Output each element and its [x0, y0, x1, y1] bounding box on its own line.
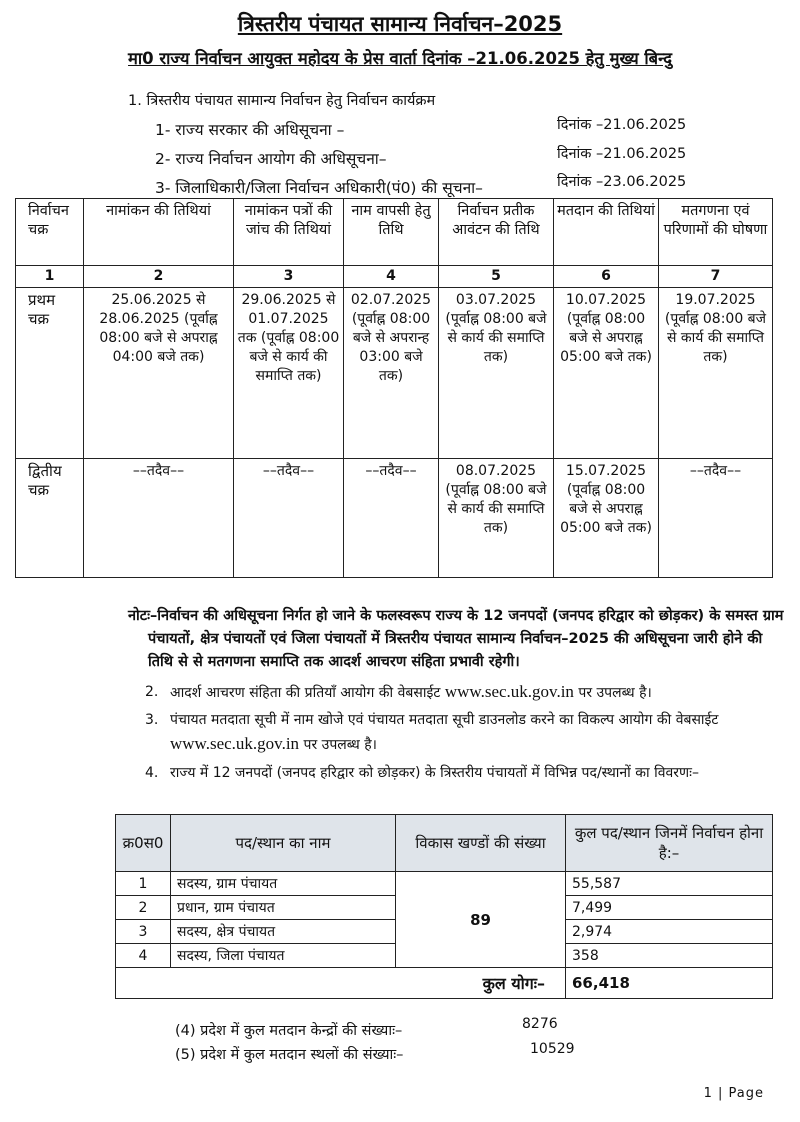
column-number: 6	[554, 266, 659, 288]
schedule-header: निर्वाचन चक्र	[16, 199, 84, 266]
polling-centres-label: (4) प्रदेश में कुल मतदान केन्द्रों की संख्याः–	[175, 1023, 403, 1039]
posts-header: पद/स्थान का नाम	[171, 815, 396, 872]
schedule-cell: ––तदैव––	[234, 459, 344, 578]
schedule-cell: 02.07.2025 (पूर्वाह्न 08:00 बजे से अपरान्ह 03:00 बजे तक)	[344, 288, 439, 459]
schedule-cell: 29.06.2025 से 01.07.2025 तक (पूर्वाह्न 08:00 बजे से कार्य की समाप्ति तक)	[234, 288, 344, 459]
posts-header-row	[116, 815, 773, 872]
schedule-header: नामांकन की तिथियां	[84, 199, 234, 266]
schedule-cell: 25.06.2025 से 28.06.2025 (पूर्वाह्न 08:00 बजे से अपराह्न 04:00 बजे तक)	[84, 288, 234, 459]
schedule-cell: 19.07.2025 (पूर्वाह्न 08:00 बजे से कार्य की समाप्ति तक)	[659, 288, 773, 459]
posts-table	[115, 814, 773, 999]
serial-number: 4	[116, 944, 171, 968]
schedule-cell: ––तदैव––	[84, 459, 234, 578]
post-count: 7,499	[566, 896, 773, 920]
column-number: 1	[16, 266, 84, 288]
point-3	[145, 708, 790, 757]
polling-stations-value: 10529	[530, 1041, 575, 1057]
schedule-row-first-cycle	[16, 288, 773, 459]
schedule-header: मतगणना एवं परिणामों की घोषणा	[659, 199, 773, 266]
schedule-cell: ––तदैव––	[659, 459, 773, 578]
page-subtitle: मा0 राज्य निर्वाचन आयुक्त महोदय के प्रेस वार्ता दिनांक –21.06.2025 हेतु मुख्य बिन्दु	[128, 49, 672, 68]
schedule-table	[15, 198, 773, 578]
post-count: 55,587	[566, 872, 773, 896]
point-number: 3.	[145, 712, 159, 728]
posts-header: विकास खण्डों की संख्या	[396, 815, 566, 872]
schedule-cell: ––तदैव––	[344, 459, 439, 578]
polling-centres-value: 8276	[522, 1016, 558, 1032]
column-number: 4	[344, 266, 439, 288]
schedule-header: नामांकन पत्रों की जांच की तिथियां	[234, 199, 344, 266]
column-number: 3	[234, 266, 344, 288]
post-count: 358	[566, 944, 773, 968]
point-2	[145, 680, 785, 705]
notification-label-3: 3- जिलाधिकारी/जिला निर्वाचन अधिकारी(पं0) की सूचना–	[155, 179, 483, 197]
schedule-number-row	[16, 266, 773, 288]
column-number: 5	[439, 266, 554, 288]
note-paragraph: नोटः–निर्वाचन की अधिसूचना निर्गत हो जाने के फलस्वरूप राज्य के 12 जनपदों (जनपद हरिद्वार को छोड़कर) के समस्त ग्राम पंचायतों, क्षेत्र पंचायतों एवं जिला पंचायतों में त्रिस्तरीय पंचायत सामान्य निर्वाचन–2025 की अधिसूचना जारी होने की तिथि से से मतगणना समाप्ति तक आदर्श आचरण संहिता प्रभावी रहेगी।	[128, 608, 784, 670]
polling-stations-label: (5) प्रदेश में कुल मतदान स्थलों की संख्याः–	[175, 1047, 404, 1063]
notification-date-3: दिनांक –23.06.2025	[557, 174, 687, 190]
posts-total-row	[116, 968, 773, 999]
total-value: 66,418	[566, 968, 773, 999]
column-number: 7	[659, 266, 773, 288]
point-number: 2.	[145, 684, 159, 700]
post-name: सदस्य, जिला पंचायत	[171, 944, 396, 968]
schedule-cell: 03.07.2025 (पूर्वाह्न 08:00 बजे से कार्य की समाप्ति तक)	[439, 288, 554, 459]
notification-date-2: दिनांक –21.06.2025	[557, 146, 687, 162]
point-text: पर उपलब्ध है।	[299, 737, 377, 753]
serial-number: 1	[116, 872, 171, 896]
serial-number: 2	[116, 896, 171, 920]
schedule-header: मतदान की तिथियां	[554, 199, 659, 266]
point-text: राज्य में 12 जनपदों (जनपद हरिद्वार को छोड़कर) के त्रिस्तरीय पंचायतों में विभिन्न पद/स्थानों का विवरणः–	[170, 765, 699, 781]
schedule-cell: 15.07.2025 (पूर्वाह्न 08:00 बजे से अपराह्न 05:00 बजे तक)	[554, 459, 659, 578]
page-title: त्रिस्तरीय पंचायत सामान्य निर्वाचन–2025	[237, 12, 563, 36]
point-text: आदर्श आचरण संहिता की प्रतियाँ आयोग की वेबसाईट	[170, 685, 445, 701]
schedule-cell: 10.07.2025 (पूर्वाह्न 08:00 बजे से अपराह्न 05:00 बजे तक)	[554, 288, 659, 459]
cycle-name: प्रथम चक्र	[16, 288, 84, 459]
posts-row	[116, 872, 773, 896]
schedule-header: नाम वापसी हेतु तिथि	[344, 199, 439, 266]
cycle-name: द्वितीय चक्र	[16, 459, 84, 578]
notification-label-2: 2- राज्य निर्वाचन आयोग की अधिसूचना–	[155, 150, 387, 168]
post-name: सदस्य, ग्राम पंचायत	[171, 872, 396, 896]
schedule-header: निर्वाचन प्रतीक आवंटन की तिथि	[439, 199, 554, 266]
schedule-header-row	[16, 199, 773, 266]
schedule-cell: 08.07.2025 (पूर्वाह्न 08:00 बजे से कार्य की समाप्ति तक)	[439, 459, 554, 578]
point-text: पंचायत मतदाता सूची में नाम खोजे एवं पंचायत मतदाता सूची डाउनलोड करने का विकल्प आयोग की वेबसाईट	[170, 712, 719, 728]
block-count: 89	[396, 872, 566, 968]
point-text: पर उपलब्ध है।	[573, 685, 652, 701]
point-4	[145, 760, 790, 787]
item-1-heading: 1. त्रिस्तरीय पंचायत सामान्य निर्वाचन हेतु निर्वाचन कार्यक्रम	[128, 93, 436, 109]
notification-label-1: 1- राज्य सरकार की अधिसूचना –	[155, 121, 345, 139]
post-name: सदस्य, क्षेत्र पंचायत	[171, 920, 396, 944]
column-number: 2	[84, 266, 234, 288]
posts-header: कुल पद/स्थान जिनमें निर्वाचन होना है:–	[566, 815, 773, 872]
post-count: 2,974	[566, 920, 773, 944]
posts-header: क्र0स0	[116, 815, 171, 872]
website-link[interactable]: www.sec.uk.gov.in	[170, 734, 300, 753]
total-label: कुल योगः–	[116, 968, 566, 999]
post-name: प्रधान, ग्राम पंचायत	[171, 896, 396, 920]
schedule-row-second-cycle	[16, 459, 773, 578]
point-number: 4.	[145, 765, 159, 781]
page-number: 1 | Page	[703, 1086, 764, 1101]
serial-number: 3	[116, 920, 171, 944]
notification-date-1: दिनांक –21.06.2025	[557, 117, 687, 133]
website-link[interactable]: www.sec.uk.gov.in	[444, 682, 574, 701]
